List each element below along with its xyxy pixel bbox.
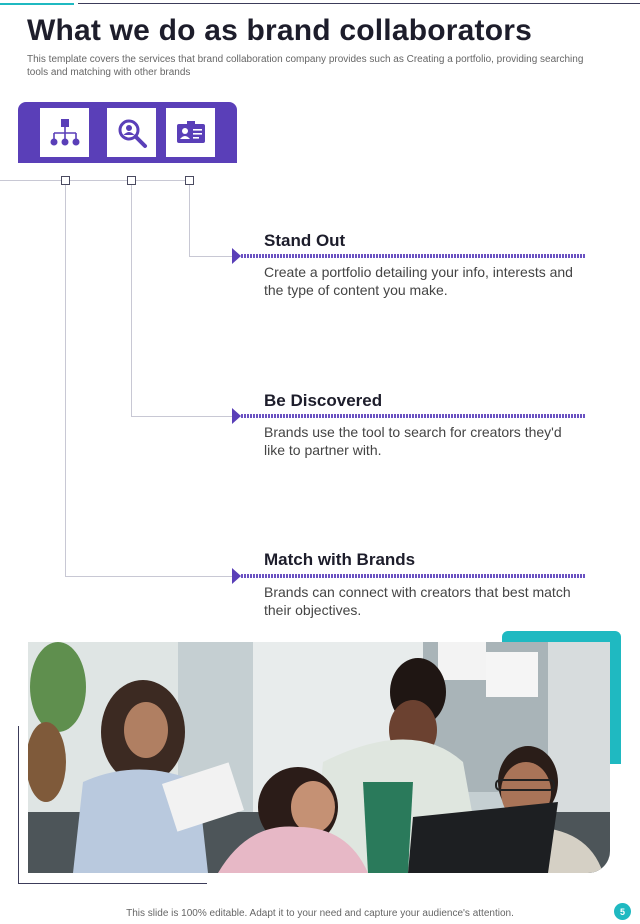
connector-horizontal	[136, 180, 186, 181]
footer-note: This slide is 100% editable. Adapt it to your need and capture your audience's attention.	[126, 908, 514, 919]
search-person-icon	[107, 108, 156, 157]
page-title: What we do as brand collaborators	[27, 14, 533, 47]
connector-vertical	[131, 185, 132, 416]
id-card-icon	[166, 108, 215, 157]
dotted-divider	[241, 414, 585, 418]
step-title: Stand Out	[264, 231, 346, 250]
dotted-divider	[241, 574, 585, 578]
icon-panel	[18, 102, 237, 163]
connector-elbow	[189, 256, 233, 257]
step-description: Brands use the tool to search for creators they'd like to partner with.	[264, 424, 562, 458]
arrow-icon	[232, 408, 241, 424]
connector-node	[127, 176, 136, 185]
connector-elbow	[131, 416, 233, 417]
connector-vertical	[189, 185, 190, 256]
step-description: Brands can connect with creators that best match their objectives.	[264, 584, 571, 618]
connector-node	[185, 176, 194, 185]
arrow-icon	[232, 248, 241, 264]
top-rule	[78, 3, 640, 4]
page-number-badge: 5	[614, 903, 631, 920]
connector-horizontal	[70, 180, 128, 181]
connector-elbow	[65, 576, 233, 577]
arrow-icon	[232, 568, 241, 584]
network-icon	[40, 108, 89, 157]
step-description: Create a portfolio detailing your info, interests and the type of content you make.	[264, 264, 573, 298]
top-accent-line	[0, 3, 74, 5]
connector-node	[61, 176, 70, 185]
dotted-divider	[241, 254, 585, 258]
connector-horizontal	[0, 180, 62, 181]
step-title: Match with Brands	[264, 550, 416, 569]
page-subtitle: This template covers the services that brand collaboration company provides such as Creating a portfolio, providing searching tools and matching with other brands	[27, 54, 584, 78]
step-title: Be Discovered	[264, 391, 383, 410]
connector-vertical	[65, 185, 66, 576]
team-photo	[28, 642, 610, 873]
